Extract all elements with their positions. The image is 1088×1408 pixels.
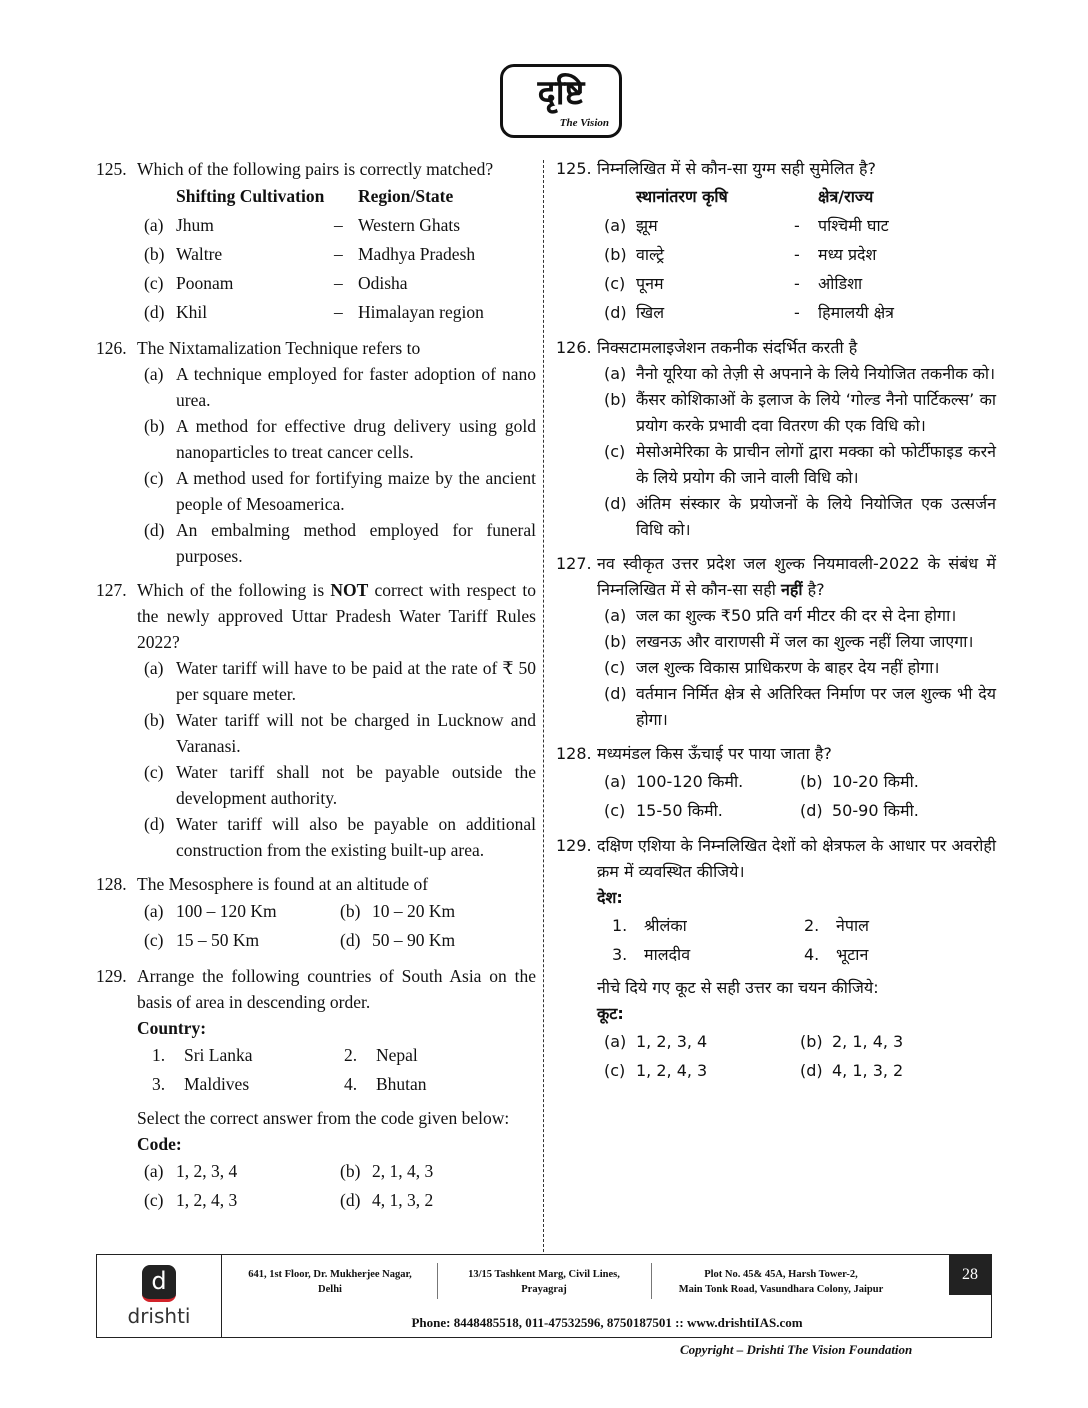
- question-text: The Nixtamalization Technique refers to: [137, 338, 421, 358]
- select-instruction: नीचे दिये गए कूट से सही उत्तर का चयन कीजिये:: [597, 978, 879, 997]
- option: (b) 10-20 किमी.: [800, 772, 919, 791]
- question-text: निम्नलिखित में से कौन-सा युग्म सही सुमेलित है?: [597, 159, 876, 178]
- option: (d) 4, 1, 3, 2: [800, 1061, 904, 1080]
- option: (d) वर्तमान निर्मित क्षेत्र से अतिरिक्त निर्माण पर जल शुल्क भी देय होगा।: [604, 684, 996, 729]
- question-number: 126.: [556, 338, 592, 357]
- question-126-hindi: [556, 335, 996, 543]
- option: (d) 4, 1, 3, 2: [340, 1190, 434, 1210]
- question-number: 125.: [556, 159, 592, 178]
- logo-english-text: The Vision: [559, 117, 609, 129]
- question-text: मध्यमंडल किस ऊँचाई पर पाया जाता है?: [597, 744, 832, 763]
- option: (b) लखनऊ और वाराणसी में जल का शुल्क नहीं लिया जाएगा।: [604, 632, 974, 651]
- question-number: 125.: [96, 159, 127, 179]
- footer-separator: [437, 1263, 438, 1299]
- list-item: 2. Nepal: [344, 1045, 418, 1065]
- question-number: 129.: [556, 836, 592, 855]
- match-row: (d) खिल - हिमालयी क्षेत्र: [604, 303, 895, 322]
- match-row: (c) पूनम - ओडिशा: [604, 274, 863, 293]
- option: (a) नैनो यूरिया को तेज़ी से अपनाने के लिये नियोजित तकनीक को।: [604, 364, 996, 383]
- page-number: 28: [949, 1255, 991, 1295]
- option: (d) 50 – 90 Km: [340, 930, 456, 950]
- question-126: [96, 335, 536, 569]
- option: (b) A method for effective drug delivery using gold nanoparticles to treat cancer cells.: [144, 416, 536, 462]
- logo-hindi-text: दृष्टि: [537, 73, 585, 113]
- drishti-logo: [500, 64, 622, 138]
- question-number: 129.: [96, 966, 127, 986]
- option: (a) 100-120 किमी.: [604, 772, 744, 791]
- question-127: [96, 577, 536, 863]
- option: (a) A technique employed for faster adoption of nano urea.: [144, 364, 536, 410]
- question-text: Which of the following is NOT correct with respect to the newly approved Uttar Pradesh Water Tariff Rules 2022?: [137, 580, 536, 652]
- footer-logo-word: drishti: [127, 1304, 191, 1328]
- question-number: 127.: [556, 554, 592, 573]
- question-129-hindi: [556, 833, 996, 1085]
- select-instruction: Select the correct answer from the code given below:: [137, 1108, 510, 1128]
- option: (b) 10 – 20 Km: [340, 901, 456, 921]
- option: (b) Water tariff will not be charged in Lucknow and Varanasi.: [144, 710, 536, 756]
- address-prayagraj: 13/15 Tashkent Marg, Civil Lines, Prayagraj: [468, 1269, 620, 1295]
- question-text: Which of the following pairs is correctly matched?: [137, 159, 494, 179]
- list-item: 1. श्रीलंका: [612, 916, 687, 935]
- question-text: Arrange the following countries of South Asia on the basis of area in descending order.: [137, 966, 536, 1012]
- country-label: Country:: [137, 1018, 207, 1038]
- option: (c) Water tariff shall not be payable outside the development authority.: [144, 762, 536, 808]
- list-item: 4. Bhutan: [344, 1074, 427, 1094]
- hindi-column: [556, 156, 996, 1085]
- question-text: नव स्वीकृत उत्तर प्रदेश जल शुल्क नियमावली-2022 के संबंध में निम्नलिखित में से कौन-सा सही नहीं है?: [597, 554, 996, 599]
- match-header-2: Region/State: [358, 186, 454, 206]
- question-number: 128.: [556, 744, 592, 763]
- list-item: 1. Sri Lanka: [152, 1045, 253, 1065]
- match-row: (d) Khil – Himalayan region: [144, 302, 484, 322]
- list-item: 2. नेपाल: [804, 916, 869, 935]
- option: (a) 1, 2, 3, 4: [144, 1161, 238, 1181]
- address-delhi: 641, 1st Floor, Dr. Mukherjee Nagar, Delhi: [248, 1269, 412, 1295]
- footer-logo: [97, 1255, 222, 1337]
- code-label: कूट:: [597, 1004, 624, 1023]
- question-number: 128.: [96, 874, 127, 894]
- address-jaipur: Plot No. 45& 45A, Harsh Tower-2, Main Tonk Road, Vasundhara Colony, Jaipur: [678, 1269, 884, 1295]
- question-128-hindi: [556, 741, 996, 825]
- copyright: Copyright – Drishti The Vision Foundation: [680, 1342, 913, 1357]
- page-footer: [96, 1254, 992, 1338]
- option: (d) Water tariff will also be payable on additional construction from the existing built-up area.: [144, 814, 536, 860]
- match-header-2: क्षेत्र/राज्य: [818, 187, 874, 206]
- option: (b) कैंसर कोशिकाओं के इलाज के लिये ‘गोल्ड नैनो पार्टिकल्स’ का प्रयोग करके प्रभावी दवा वितरण की एक विधि को।: [604, 390, 996, 435]
- match-row: (a) झूम - पश्चिमी घाट: [604, 216, 889, 235]
- question-text: The Mesosphere is found at an altitude of: [137, 874, 429, 894]
- option: (d) An embalming method employed for funeral purposes.: [144, 520, 536, 566]
- match-header-1: Shifting Cultivation: [176, 186, 325, 206]
- option: (a) 1, 2, 3, 4: [604, 1032, 708, 1051]
- country-label: देश:: [597, 888, 623, 907]
- question-text: दक्षिण एशिया के निम्नलिखित देशों को क्षेत्रफल के आधार पर अवरोही क्रम में व्यवस्थित कीजिये।: [597, 836, 996, 881]
- option: (c) मेसोअमेरिका के प्राचीन लोगों द्वारा मक्का को फोर्टीफाइड करने के लिये प्रयोग की जाने वाली विधि को।: [604, 442, 996, 487]
- question-128: [96, 871, 536, 955]
- option: (c) 1, 2, 4, 3: [144, 1190, 238, 1210]
- match-table: [144, 182, 536, 327]
- match-row: (a) Jhum – Western Ghats: [144, 215, 461, 235]
- option: (b) 2, 1, 4, 3: [800, 1032, 904, 1051]
- option: (b) 2, 1, 4, 3: [340, 1161, 434, 1181]
- english-column: [96, 156, 536, 1215]
- option: (c) A method used for fortifying maize by the ancient people of Mesoamerica.: [144, 468, 536, 514]
- option: (c) 15 – 50 Km: [144, 930, 260, 950]
- question-125: [96, 156, 536, 327]
- option: (a) Water tariff will have to be paid at the rate of ₹ 50 per square meter.: [144, 658, 536, 704]
- question-text: निक्सटामलाइजेशन तकनीक संदर्भित करती है: [597, 338, 858, 357]
- question-127-hindi: [556, 551, 996, 733]
- question-125-hindi: [556, 156, 996, 327]
- option: (a) जल का शुल्क ₹50 प्रति वर्ग मीटर की दर से देना होगा।: [604, 606, 957, 625]
- option: (d) अंतिम संस्कार के प्रयोजनों के लिये नियोजित एक उत्सर्जन विधि को।: [604, 494, 996, 539]
- match-row: (b) वाल्ट्रे - मध्य प्रदेश: [604, 245, 877, 264]
- match-row: (b) Waltre – Madhya Pradesh: [144, 244, 476, 264]
- list-item: 3. मालदीव: [612, 945, 691, 964]
- option: (c) जल शुल्क विकास प्राधिकरण के बाहर देय नहीं होगा।: [604, 658, 940, 677]
- question-129: [96, 963, 536, 1215]
- list-item: 3. Maldives: [152, 1074, 250, 1094]
- footer-separator: [651, 1263, 652, 1299]
- option: (a) 100 – 120 Km: [144, 901, 277, 921]
- match-header-1: स्थानांतरण कृषि: [636, 187, 728, 206]
- footer-phone: Phone: 8448485518, 011-47532596, 8750187501 :: www.drishtiIAS.com: [411, 1315, 803, 1330]
- drishti-d-icon: d: [142, 1265, 176, 1302]
- code-label: Code:: [137, 1134, 182, 1154]
- column-divider: [543, 160, 544, 1252]
- match-table: [604, 182, 996, 327]
- option: (c) 1, 2, 4, 3: [604, 1061, 708, 1080]
- list-item: 4. भूटान: [804, 945, 869, 964]
- question-number: 127.: [96, 580, 127, 600]
- option: (c) 15-50 किमी.: [604, 801, 723, 820]
- question-number: 126.: [96, 338, 127, 358]
- option: (d) 50-90 किमी.: [800, 801, 919, 820]
- match-row: (c) Poonam – Odisha: [144, 273, 408, 293]
